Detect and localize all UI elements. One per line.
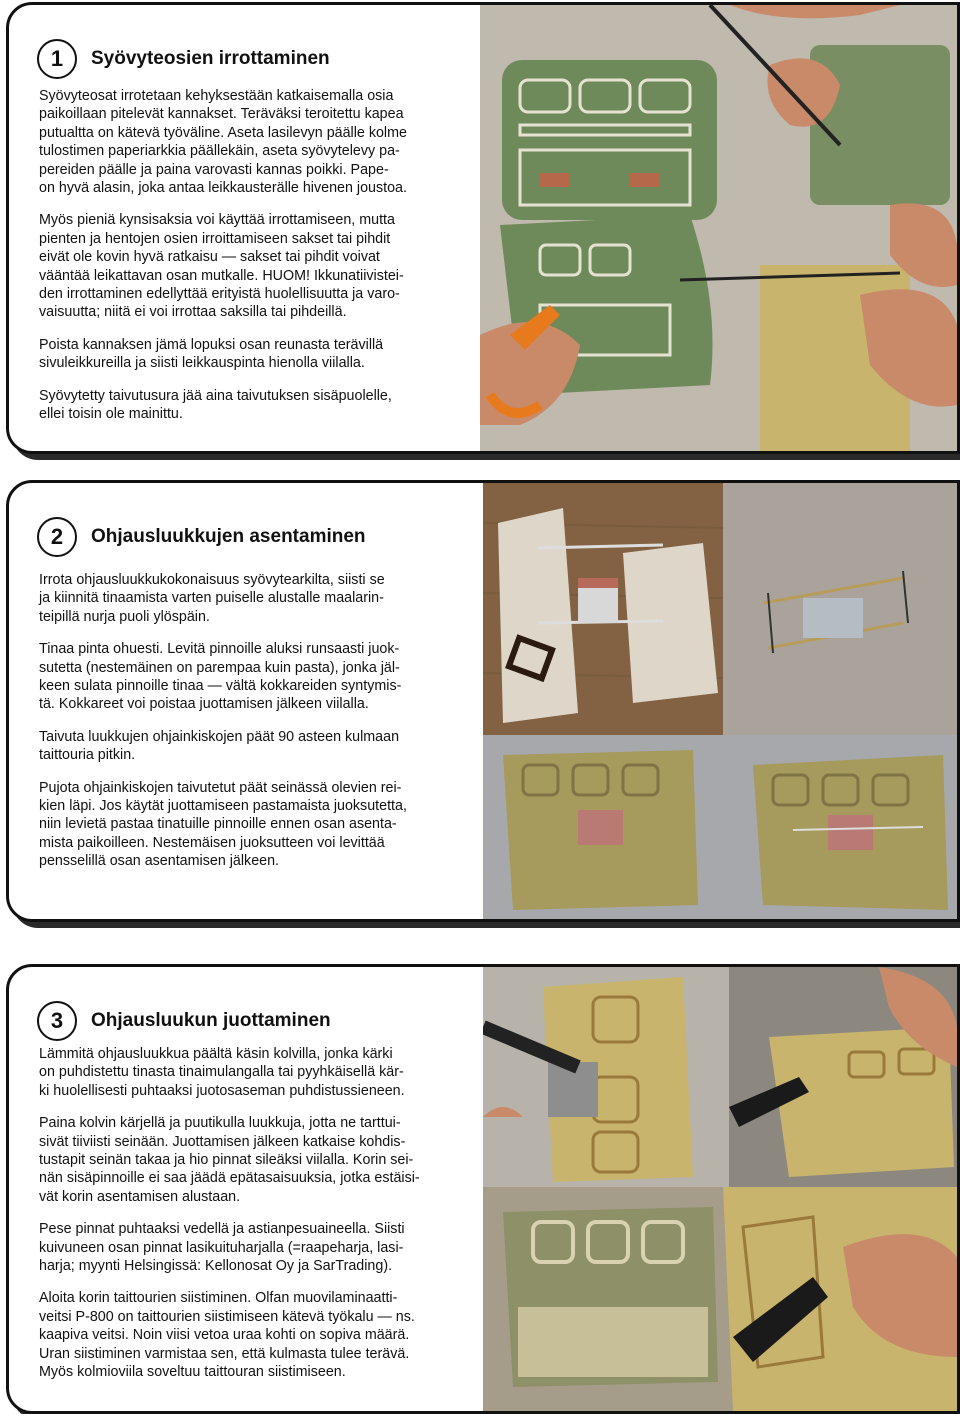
section-1-heading [37, 39, 330, 79]
paragraph: Syövyteosat irrotetaan kehyksestään katkaisemalla osia paikoillaan pitelevät kannakset. Teräväksi teroitettu kapea putualtta on kätevä työväline. Aseta lasilevyn päälle kolme tulostimen paperiarkkia päällekäin, aseta syövytelevy pa- pereiden päälle ja paina varovasti kannas poikki. Pape- on hyvä alasin, joka antaa leikkausterälle hivenen joustoa. [39, 88, 407, 197]
photo-soldering-iron [483, 967, 729, 1187]
photo-cleaned-wall-scraper [483, 1187, 957, 1411]
section-2-panel [6, 480, 960, 922]
section-title: Ohjausluukkujen asentaminen [91, 526, 366, 547]
section-1-body [39, 87, 463, 438]
section-title: Syövyteosien irrottaminen [91, 48, 330, 69]
step-number-badge: 1 [37, 39, 77, 79]
paragraph: Tinaa pinta ohuesti. Levitä pinnoille aluksi runsaasti juok- sutetta (nestemäinen on parempaa kuin pasta), jonka jäl- keen sulata pinnoille tinaa — vältä kokkareiden syntymis- tä. Kokkareet voi poistaa juottamisen jälkeen viilalla. [39, 641, 402, 713]
photo-wall-with-hatches [483, 735, 957, 919]
paragraph: Pujota ohjainkiskojen taivutetut päät seinässä olevien rei- kien läpi. Jos käytät juottamiseen pastamaista juoksutetta, niin levietä pastaa tinatuille pinnoille ennen osan asenta- mista paikoilleen. Nestemäisen juoksutteen voi levittää pensselillä osan asentamisen jälkeen. [39, 779, 407, 870]
section-3-body [39, 1045, 463, 1396]
paragraph: Taivuta luukkujen ohjainkiskojen päät 90 asteen kulmaan taittouria pitkin. [39, 728, 400, 764]
paragraph: Irrota ohjausluukkukokonaisuus syövytearkilta, siisti se ja kiinnitä tinaamista varten puiselle alustalle maalarin- teipillä nurja puoli ylöspäin. [39, 572, 385, 625]
paragraph: Lämmitä ohjausluukkua päältä käsin kolvilla, jonka kärki on puhdistettu tinasta tinaimulangalla tai pyyhkäisellä kär- ki huolellisesti puhtaaksi juotosaseman puhdistussieneen. [39, 1046, 405, 1099]
paragraph: Poista kannaksen jämä lopuksi osan reunasta terävillä sivuleikkureilla ja siisti leikkauspinta hienolla viilalla. [39, 336, 384, 372]
step-number-badge: 3 [37, 1001, 77, 1041]
photo-tinning-on-wood [483, 483, 957, 735]
section-2-body [39, 571, 463, 885]
paragraph: Pese pinnat puhtaaksi vedellä ja astianpesuaineella. Siisti kuivuneen osan pinnat lasikuituharjalla (=raapeharja, lasi- harja; myynti Helsingissä: Kellonosat Oy ja SarTrading). [39, 1221, 405, 1275]
section-2-heading [37, 517, 366, 557]
section-3-heading [37, 1001, 331, 1041]
paragraph: Myös pieniä kynsisaksia voi käyttää irrottamiseen, mutta pienten ja hentojen osien irroittamiseen sakset tai pihdit eivät ole kovin hyvä ratkaisu — sakset tai pihdit voivat vääntää leikattavan osan mutkalle. HUOM! Ikkunatiivistei- den irrottaminen edellyttää erityistä huolellisuutta ja varo- vaisuutta; niitä ei voi irrottaa saksilla tai pihdeillä. [39, 212, 404, 321]
paragraph: Aloita korin taittourien siistiminen. Olfan muovilaminaatti- veitsi P-800 on taittourien siistimiseen kätevä työkalu — ns. kaapiva veitsi. Noin viisi vetoa uraa kohti on sopiva määrä. Uran siistiminen varmistaa sen, että kulmasta tulee terävä. Myös kolmioviila soveltuu taittouran siistimiseen. [39, 1290, 415, 1381]
section-3-panel [6, 964, 960, 1414]
paragraph: Syövytetty taivutusura jää aina taivutuksen sisäpuolelle, ellei toisin ole mainittu. [39, 387, 392, 423]
photo-etch-removal [480, 5, 957, 451]
step-number-badge: 2 [37, 517, 77, 557]
paragraph: Paina kolvin kärjellä ja puutikulla luukkuja, jotta ne tarttui- sivät tiiviisti seinään. Juottamisen jälkeen katkaise kohdis- tustapit seinän takaa ja hio pinnat sileäksi viilalla. Korin sei- nän sisäpinnoille ei saa jäädä epätasaisuuksia, jotka estäisi- vät korin asentamisen alustaan. [39, 1115, 420, 1205]
section-title: Ohjausluukun juottaminen [91, 1010, 331, 1031]
section-1-panel [6, 2, 960, 454]
photo-side-cutters [729, 967, 957, 1187]
